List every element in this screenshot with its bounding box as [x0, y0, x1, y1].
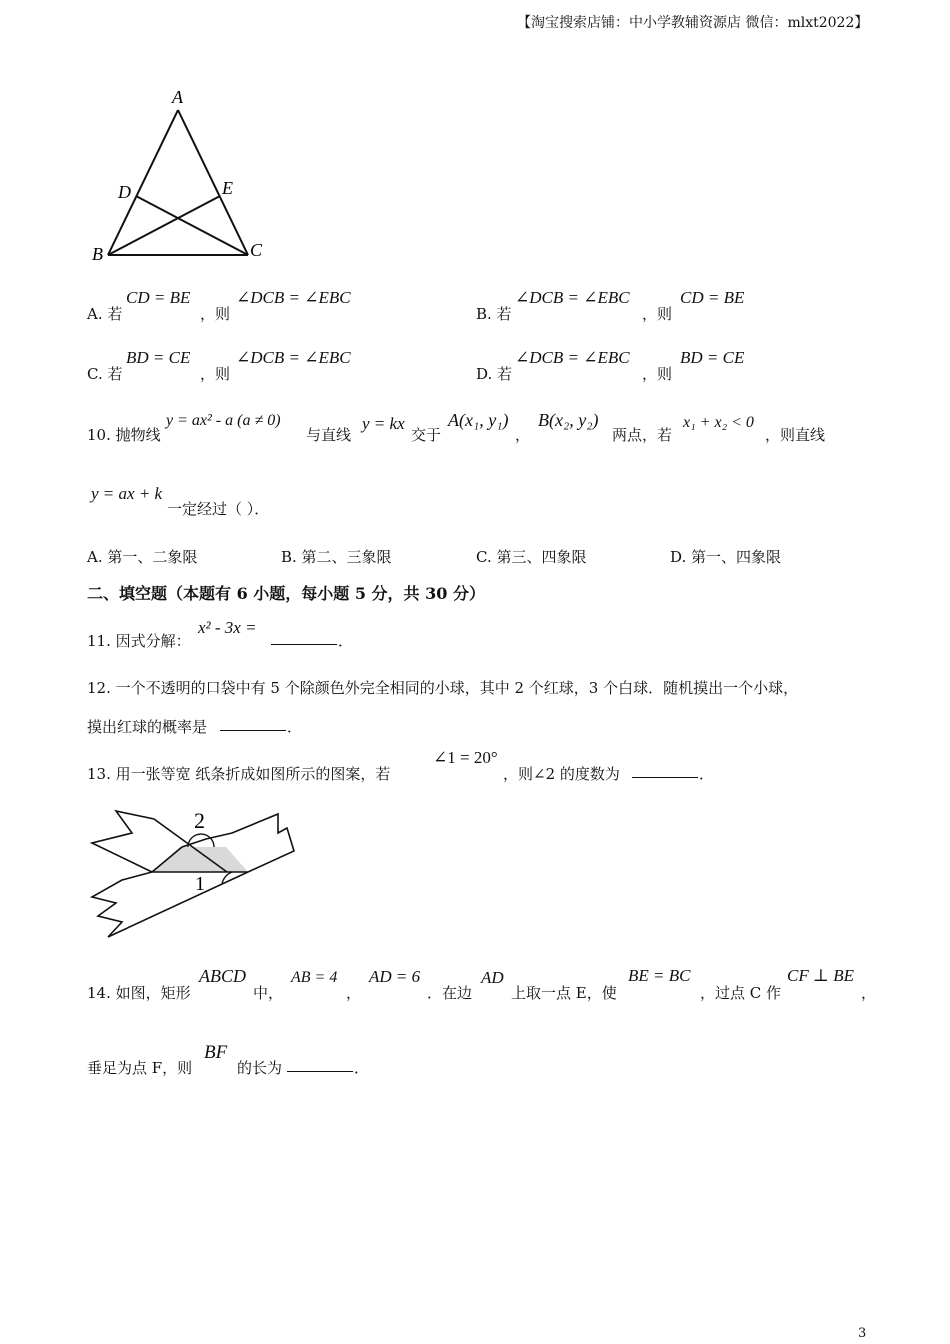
angle-2-label: 2: [194, 808, 205, 833]
q14-answer-blank[interactable]: [287, 1057, 353, 1072]
q10-option-d[interactable]: D. 第一、四象限: [670, 548, 782, 566]
label-C: C: [250, 240, 263, 260]
q13-answer-blank[interactable]: [632, 763, 698, 778]
label-A: A: [172, 87, 183, 107]
triangle-figure: [86, 84, 276, 266]
page-header: 【淘宝搜索店铺：中小学教辅资源店 微信：mlxt2022】: [517, 15, 869, 31]
angle-1-label: 1: [195, 873, 205, 895]
q12-answer-blank[interactable]: [220, 716, 286, 731]
label-B: B: [92, 244, 103, 264]
page-number: 3: [858, 1326, 867, 1341]
q10-option-b[interactable]: B. 第二、三象限: [281, 548, 392, 566]
q10-option-c[interactable]: C. 第三、四象限: [476, 548, 587, 566]
label-E: E: [222, 178, 233, 198]
q11-answer-blank[interactable]: [271, 630, 337, 645]
section-heading: 二、填空题（本题有 6 小题，每小题 5 分，共 30 分）: [87, 584, 485, 603]
q10-option-a[interactable]: A. 第一、二象限: [87, 548, 198, 566]
folded-strip-figure: [86, 800, 300, 942]
label-D: D: [118, 182, 131, 202]
